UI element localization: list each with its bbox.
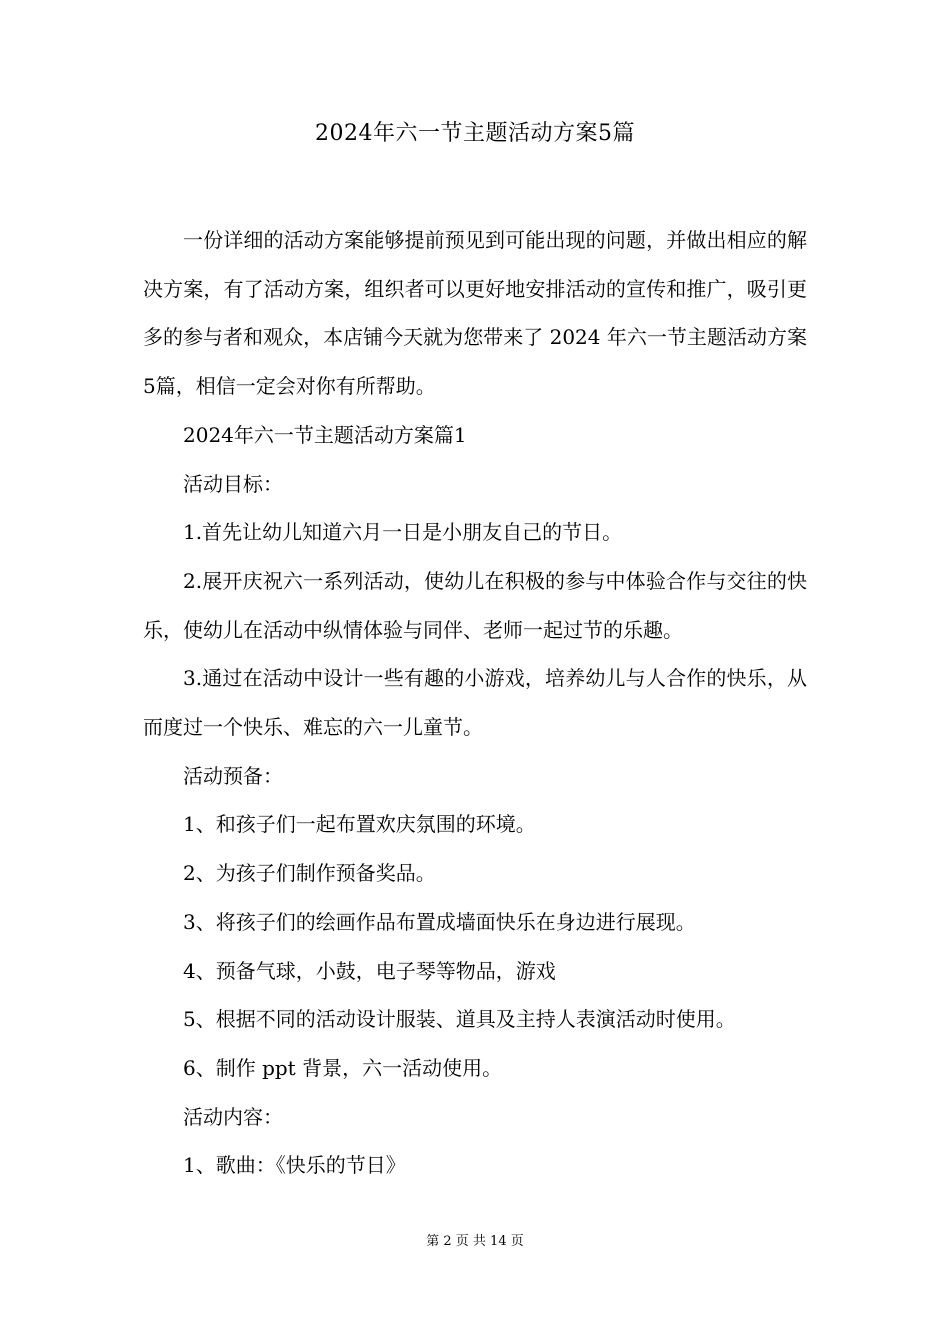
goal-item: 2.展开庆祝六一系列活动，使幼儿在积极的参与中体验合作与交往的快乐，使幼儿在活动中纵情体验与同伴、老师一起过节的乐趣。 [143, 568, 807, 642]
content-item: 1、歌曲：《快乐的节日》 [183, 1153, 406, 1178]
section-heading: 2024年六一节主题活动方案篇1 [183, 422, 467, 447]
subheading-goals: 活动目标： [183, 471, 283, 496]
preparation-item: 4、预备气球，小鼓，电子琴等物品，游戏 [183, 958, 556, 983]
document-title: 2024年六一节主题活动方案5篇 [315, 121, 635, 146]
preparation-item: 6、制作 ppt 背景，六一活动使用。 [183, 1055, 503, 1080]
page-footer: 第 2 页 共 14 页 [426, 1234, 524, 1249]
preparation-item: 2、为孩子们制作预备奖品。 [183, 861, 436, 886]
preparation-item: 3、将孩子们的绘画作品布置成墙面快乐在身边进行展现。 [183, 909, 696, 934]
preparation-item: 1、和孩子们一起布置欢庆氛围的环境。 [183, 812, 536, 837]
intro-paragraph: 一份详细的活动方案能够提前预见到可能出现的问题，并做出相应的解决方案，有了活动方案，组织者可以更好地安排活动的宣传和推广，吸引更多的参与者和观众，本店铺今天就为您带来了 2024 年六一节主题活动方案5篇，相信一定会对你有所帮助。 [143, 228, 807, 399]
subheading-preparation: 活动预备： [183, 763, 283, 788]
goal-item: 1.首先让幼儿知道六月一日是小朋友自己的节日。 [183, 520, 623, 545]
preparation-item: 5、根据不同的活动设计服装、道具及主持人表演活动时使用。 [183, 1007, 736, 1032]
goal-item: 3.通过在活动中设计一些有趣的小游戏，培养幼儿与人合作的快乐，从而度过一个快乐、难忘的六一儿童节。 [143, 666, 807, 740]
subheading-content: 活动内容： [183, 1104, 283, 1129]
document-body [143, 216, 807, 1190]
